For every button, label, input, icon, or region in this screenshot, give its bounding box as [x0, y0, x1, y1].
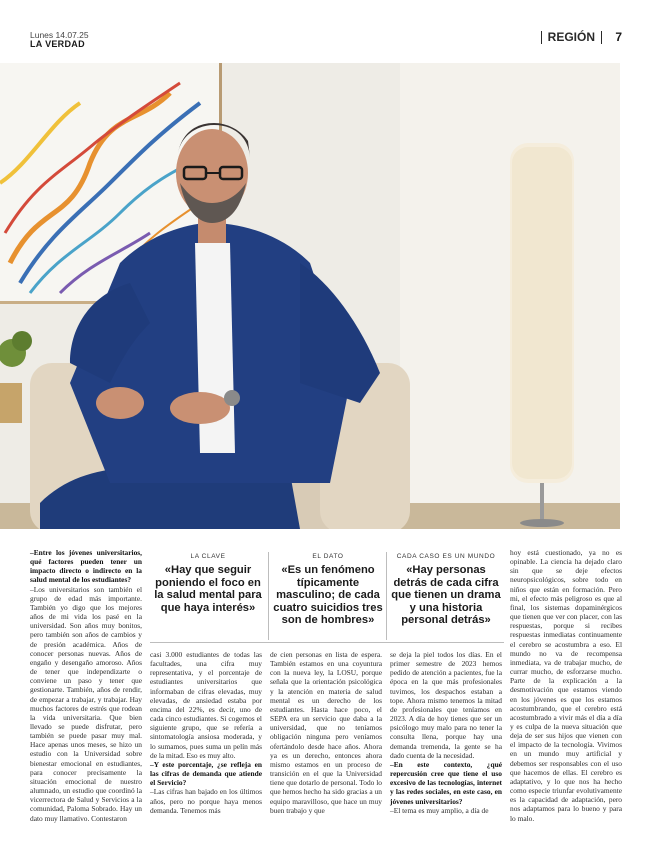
interview-answer: –Las cifras han bajado en los últimos años, pero no porque haya menos demanda. Tenemos más: [150, 787, 262, 815]
interview-answer: de cien personas en lista de espera. También estamos en una coyuntura con la nueva ley, la LOSU, porque señala que la orientación psicológica y la atención en materia de salud mental es un derecho de los estudiantes. Hasta hace poco, el SEPA era un servicio que daba a la universidad, que no teníamos obligación ninguna pero veníamos ofertándolo desde hace años. Ahora ya es un derecho, entonces ahora mismo estamos en un proceso de transición en el que la Universidad tiene que dotarlo de personal. Todo lo que hemos hecho ha sido gracias a un equipo maravilloso, que hace un muy buen trabajo y que: [270, 650, 382, 815]
page-number: 7: [615, 30, 622, 44]
divider: [386, 552, 387, 640]
issue-date: Lunes 14.07.25: [30, 30, 89, 40]
article-column-5: [510, 548, 622, 848]
interview-question: –Y este porcentaje, ¿se refleja en las cifras de demanda que atiende el Servicio?: [150, 759, 262, 788]
pull-quote-rule: [150, 642, 504, 643]
pull-quote-2: [272, 553, 384, 641]
interview-question: –En este contexto, ¿qué repercusión cree que tiene el uso excesivo de las tecnologías, internet y las redes sociales, en este caso, en jóvenes universitarios?: [390, 759, 502, 806]
newspaper-name: LA VERDAD: [30, 39, 85, 49]
article-column-3: [270, 650, 382, 842]
interview-answer: –Los universitarios son también el grupo de edad más importante. También yo digo que los mejores años de mi vida los pasé en la universidad. Son años muy bonitos, pero también son años de cambios y de presión académica. Años de conocer personas nuevas. Años de engaño y desengaño amoroso. Años de tener que independizarte o conviene un paso y tener que gestionarte. También, años de rendir, de empezar a trabajar, y trabajar. Hay muchos factores de estrés que rodean la vida universitaria. Que bien llevado se puede disfrutar, pero también se puede pasar muy mal. Hace apenas unos meses, se hizo un estudio con la Universidad sobre bienestar emocional en estudiantes, para conocer precisamente la situación emocional de nuestro alumnado, un estudio que coordinó la vicerrectora de Salud y Servicios a la comunidad, Paloma Sobrado. Hay un dato muy llamativo. Contestaron: [30, 584, 142, 823]
interview-answer: casi 3.000 estudiantes de todas las facultades, una cifra muy representativa, y el porcentaje de estudiantes universitarios que informaban de cifras elevadas, muy elevadas, de ansiedad estaba por encima del 22%, es decir, uno de cada cinco estudiantes. Si cogemos el siguiente grupo, que se refería a sintomatología ansiosa moderada, y lo sumamos, pues suma un pelín más de la mitad. Eso es muy alto.: [150, 650, 262, 760]
article-column-4: [390, 650, 502, 842]
interview-answer: –El tema es muy amplio, a día de: [390, 805, 489, 815]
article-column-2: [150, 650, 262, 842]
page-header: [28, 30, 628, 50]
article-column-1: [30, 548, 142, 848]
pull-quote-1: [152, 553, 264, 641]
pull-quote-3: [390, 553, 502, 641]
pull-quote-kicker: EL DATO: [312, 553, 344, 560]
interview-question: –Entre los jóvenes universitarios, qué factores pueden tener un impacto directo o indirecto en la salud mental de los estudiantes?: [30, 548, 142, 585]
pull-quote-kicker: LA CLAVE: [190, 553, 226, 560]
section-label: REGIÓN: [541, 31, 602, 44]
divider: [268, 552, 269, 640]
floor-lamp: [510, 143, 574, 527]
pull-quote-kicker: CADA CASO ES UN MUNDO: [396, 553, 496, 560]
pull-quote-text: «Es un fenómeno típicamente masculino; de cada cuatro suicidios tres son de hombres»: [273, 564, 383, 627]
pull-quote-text: «Hay que seguir poniendo el foco en la salud mental para que haya interés»: [154, 564, 262, 614]
portrait-illustration: [0, 63, 620, 529]
portrait-photo: [0, 63, 620, 529]
pull-quote-text: «Hay personas detrás de cada cifra que tienen un drama y una historia personal detrás»: [391, 564, 501, 627]
interview-answer: hoy está cuestionado, ya no es opinable. La ciencia ha dejado claro sin que se deje efectos neuropsicológicos, sobre todo en niños que están en formación. Pero mi, el efecto más peligroso es que al final, los sistemas dopaminérgicos que tienen que ver con placer, con las respuestas, porque si recibes respuestas inmediatas continuamente el cerebro se acostumbra a eso. El mundo no va de recompensa inmediata, va de trabajar mucho, de currar mucho, de esforzarse mucho. Parte de la explicación a la desmotivación que estamos viendo en los jóvenes es que los estamos acostumbrando, que el cerebro está acostumbrado a vivir más el día a día y es culpa de la nueva situación que deja de ser sus hijos que vienen con el impacto de la tecnología. Vivimos en un mundo muy artificial y debemos ser responsables con el uso que hacemos de ellas. El cerebro es adaptativo, y lo que nos ha hecho como especie triunfar evolutivamente es la capacidad de adaptación, pero nos adaptamos para lo bueno y para lo malo.: [510, 548, 622, 823]
interview-answer: se deja la piel todos los días. En el primer semestre de 2023 hemos pedido de atención a pacientes, fue la época en la que más profesionales tuvimos, los despachos estaban a tope. Ahora mismo tenemos la mitad de profesionales que teníamos en 2023. A día de hoy tienes que ser un psicólogo muy malo para no tener la consulta llena, porque hay una demanda tremenda, la gente se ha dado cuenta de la necesidad.: [390, 650, 502, 760]
